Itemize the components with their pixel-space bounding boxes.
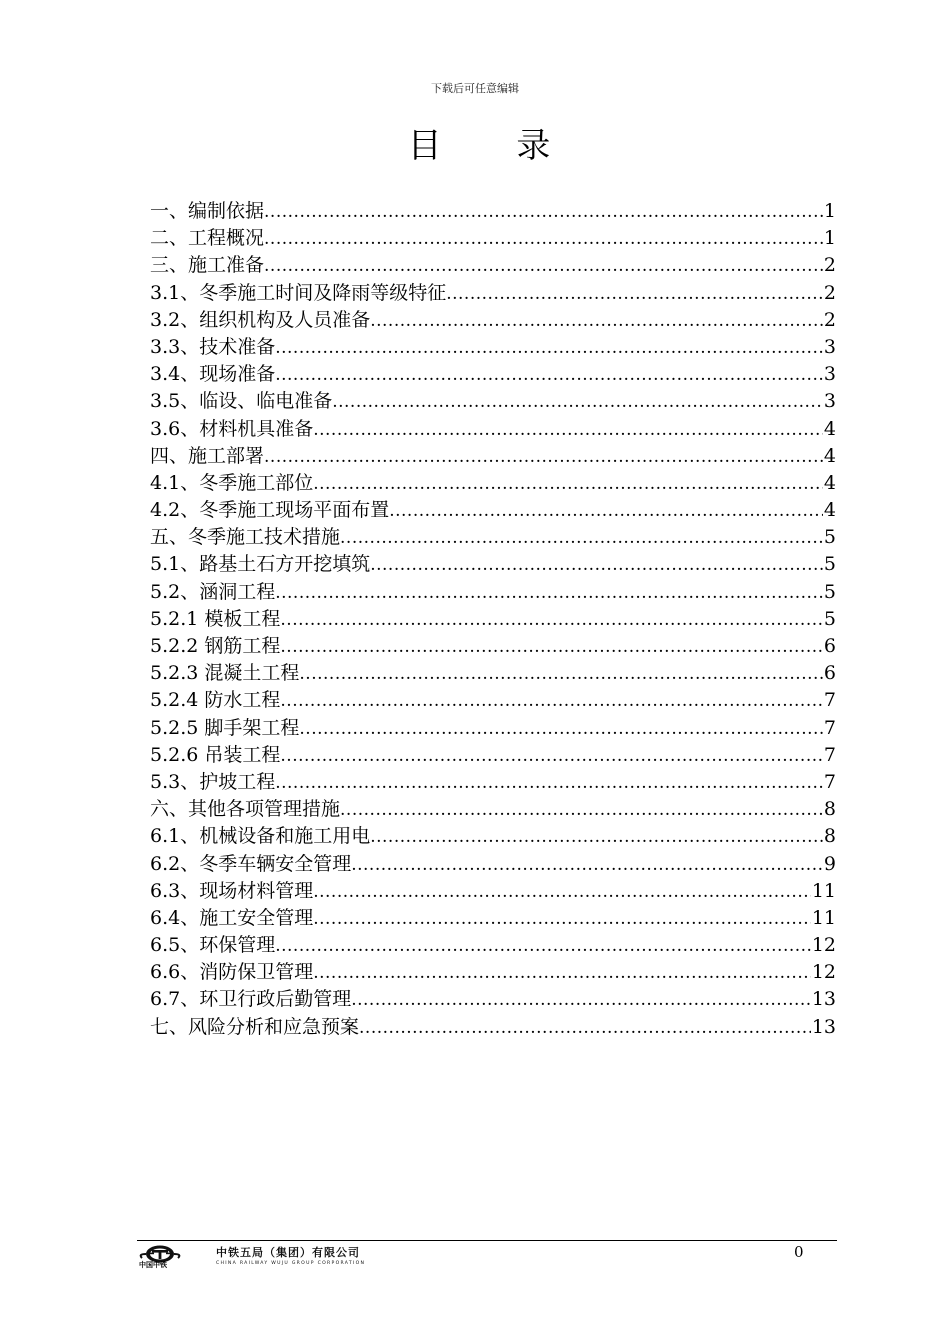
toc-entry-label: 6.6、消防保卫管理 (150, 961, 314, 984)
toc-entry-label: 5.1、路基土石方开挖填筑 (150, 553, 371, 576)
toc-entry-page: 11 (811, 906, 836, 929)
toc-dot-leader (280, 634, 823, 660)
toc-entry-label: 三、施工准备 (150, 254, 265, 277)
toc-entry-page: 12 (811, 961, 836, 984)
toc-entry-page: 4 (823, 444, 836, 467)
toc-entry-label: 6.2、冬季车辆安全管理 (150, 852, 352, 875)
toc-entry-page: 4 (823, 417, 836, 440)
toc-entry[interactable] (150, 252, 836, 279)
toc-entry-label: 5.2.4 防水工程 (150, 689, 281, 712)
toc-entry[interactable] (150, 932, 836, 959)
toc-entry-label: 3.5、临设、临电准备 (150, 390, 333, 413)
toc-entry-label: 5.2.6 吊装工程 (150, 743, 281, 766)
toc-entry-page: 5 (823, 607, 836, 630)
toc-dot-leader (280, 607, 823, 633)
toc-entry-page: 1 (823, 200, 836, 222)
toc-entry-label: 3.6、材料机具准备 (150, 417, 314, 440)
toc-entry-page: 8 (823, 798, 836, 821)
toc-title: 目 录 (407, 126, 583, 166)
toc-entry-label: 4.1、冬季施工部位 (150, 471, 314, 494)
toc-dot-leader (389, 498, 823, 524)
toc-entry-page: 5 (823, 553, 836, 576)
toc-entry[interactable] (150, 715, 836, 742)
toc-entry[interactable] (150, 361, 836, 388)
toc-entry-label: 6.4、施工安全管理 (150, 906, 314, 929)
toc-dot-leader (313, 906, 811, 932)
toc-dot-leader (275, 335, 823, 361)
toc-entry[interactable] (150, 986, 836, 1013)
toc-entry-page: 3 (823, 363, 836, 386)
toc-entry[interactable] (150, 443, 836, 470)
toc-entry-label: 5.2.2 钢筋工程 (150, 635, 281, 657)
toc-entry-page: 2 (823, 308, 836, 331)
toc-entry-label: 一、编制依据 (150, 200, 265, 222)
toc-dot-leader (280, 688, 823, 714)
toc-dot-leader (313, 879, 811, 905)
toc-entry[interactable] (150, 905, 836, 932)
toc-entry[interactable] (150, 497, 836, 524)
toc-dot-leader (264, 226, 823, 252)
toc-entry[interactable] (150, 524, 836, 551)
toc-entry[interactable] (150, 796, 836, 823)
toc-entry-label: 6.1、机械设备和施工用电 (150, 825, 371, 848)
toc-dot-leader (351, 852, 823, 878)
toc-entry-page: 1 (823, 227, 836, 250)
toc-dot-leader (313, 471, 823, 497)
toc-entry-page: 4 (823, 471, 836, 494)
toc-dot-leader (359, 1015, 811, 1041)
toc-entry-label: 5.2.3 混凝土工程 (150, 662, 300, 685)
toc-entry-page: 7 (823, 689, 836, 712)
toc-entry-label: 3.4、现场准备 (150, 363, 276, 386)
toc-dot-leader (264, 444, 823, 470)
toc-dot-leader (275, 770, 823, 796)
toc-entry-page: 6 (823, 662, 836, 685)
toc-entry-page: 7 (823, 716, 836, 739)
table-of-contents (150, 198, 836, 1041)
toc-entry-page: 5 (823, 580, 836, 603)
toc-entry-page: 2 (823, 281, 836, 304)
toc-dot-leader (370, 552, 823, 578)
toc-dot-leader (370, 824, 823, 850)
toc-entry-page: 4 (823, 499, 836, 522)
toc-dot-leader (340, 525, 823, 551)
toc-entry-page: 3 (823, 335, 836, 358)
toc-entry-label: 5.3、护坡工程 (150, 770, 276, 793)
toc-entry[interactable] (150, 470, 836, 497)
toc-entry-page: 8 (823, 825, 836, 848)
toc-entry[interactable] (150, 633, 836, 660)
toc-entry-label: 3.3、技术准备 (150, 335, 276, 358)
toc-entry[interactable] (150, 1014, 836, 1041)
toc-entry-page: 7 (823, 770, 836, 793)
logo-caption: 中国中铁 (139, 1261, 167, 1269)
toc-entry-page: 13 (811, 988, 836, 1011)
header-note: 下载后可任意编辑 (431, 82, 519, 95)
toc-entry-label: 6.3、现场材料管理 (150, 879, 314, 902)
toc-entry-page: 13 (811, 1015, 836, 1038)
toc-dot-leader (264, 199, 823, 225)
toc-dot-leader (340, 797, 823, 823)
toc-dot-leader (351, 987, 811, 1013)
toc-entry-page: 5 (823, 526, 836, 549)
toc-dot-leader (446, 281, 823, 307)
footer-company (216, 1244, 365, 1266)
toc-entry[interactable] (150, 606, 836, 633)
company-name-en: CHINA RAILWAY WUJU GROUP CORPORATION (216, 1261, 366, 1266)
toc-entry-label: 四、施工部署 (150, 444, 265, 467)
toc-entry[interactable] (150, 851, 836, 878)
toc-entry-label: 六、其他各项管理措施 (150, 798, 341, 821)
footer-divider (137, 1240, 837, 1241)
toc-entry[interactable] (150, 959, 836, 986)
toc-dot-leader (313, 960, 811, 986)
toc-entry-label: 二、工程概况 (150, 227, 265, 250)
toc-entry-label: 5.2.1 模板工程 (150, 607, 281, 630)
toc-entry-page: 6 (823, 635, 836, 657)
toc-dot-leader (275, 362, 823, 388)
toc-entry-label: 6.7、环卫行政后勤管理 (150, 988, 352, 1011)
toc-entry-page: 7 (823, 743, 836, 766)
toc-entry[interactable] (150, 823, 836, 850)
toc-entry[interactable] (150, 660, 836, 687)
toc-dot-leader (313, 417, 823, 443)
toc-entry-label: 5.2.5 脚手架工程 (150, 716, 300, 739)
toc-dot-leader (275, 580, 823, 606)
toc-dot-leader (280, 743, 823, 769)
toc-entry[interactable] (150, 769, 836, 796)
toc-entry[interactable] (150, 687, 836, 714)
toc-dot-leader (275, 933, 811, 959)
toc-dot-leader (299, 661, 823, 687)
toc-entry-label: 6.5、环保管理 (150, 934, 276, 957)
toc-entry[interactable] (150, 225, 836, 252)
toc-entry[interactable] (150, 388, 836, 415)
toc-entry[interactable] (150, 742, 836, 769)
toc-entry[interactable] (150, 878, 836, 905)
toc-entry[interactable] (150, 416, 836, 443)
toc-entry-label: 七、风险分析和应急预案 (150, 1015, 360, 1038)
toc-dot-leader (370, 308, 823, 334)
toc-entry[interactable] (150, 334, 836, 361)
toc-entry[interactable] (150, 579, 836, 606)
toc-entry-page: 11 (811, 879, 836, 902)
toc-entry-label: 3.2、组织机构及人员准备 (150, 308, 371, 331)
toc-dot-leader (332, 389, 823, 415)
toc-entry-label: 5.2、涵洞工程 (150, 580, 276, 603)
toc-entry[interactable] (150, 551, 836, 578)
toc-entry[interactable] (150, 198, 836, 225)
toc-dot-leader (264, 253, 823, 279)
company-name-cn: 中铁五局（集团）有限公司 (216, 1246, 360, 1259)
toc-entry-page: 12 (811, 934, 836, 957)
toc-entry-label: 3.1、冬季施工时间及降雨等级特征 (150, 281, 447, 304)
toc-entry-label: 五、冬季施工技术措施 (150, 526, 341, 549)
toc-entry-label: 4.2、冬季施工现场平面布置 (150, 499, 390, 522)
toc-entry-page: 3 (823, 390, 836, 413)
toc-entry[interactable] (150, 280, 836, 307)
toc-entry-page: 2 (823, 254, 836, 277)
toc-dot-leader (299, 716, 823, 742)
toc-entry-page: 9 (823, 852, 836, 875)
page-number: 0 (794, 1243, 804, 1261)
toc-entry[interactable] (150, 307, 836, 334)
